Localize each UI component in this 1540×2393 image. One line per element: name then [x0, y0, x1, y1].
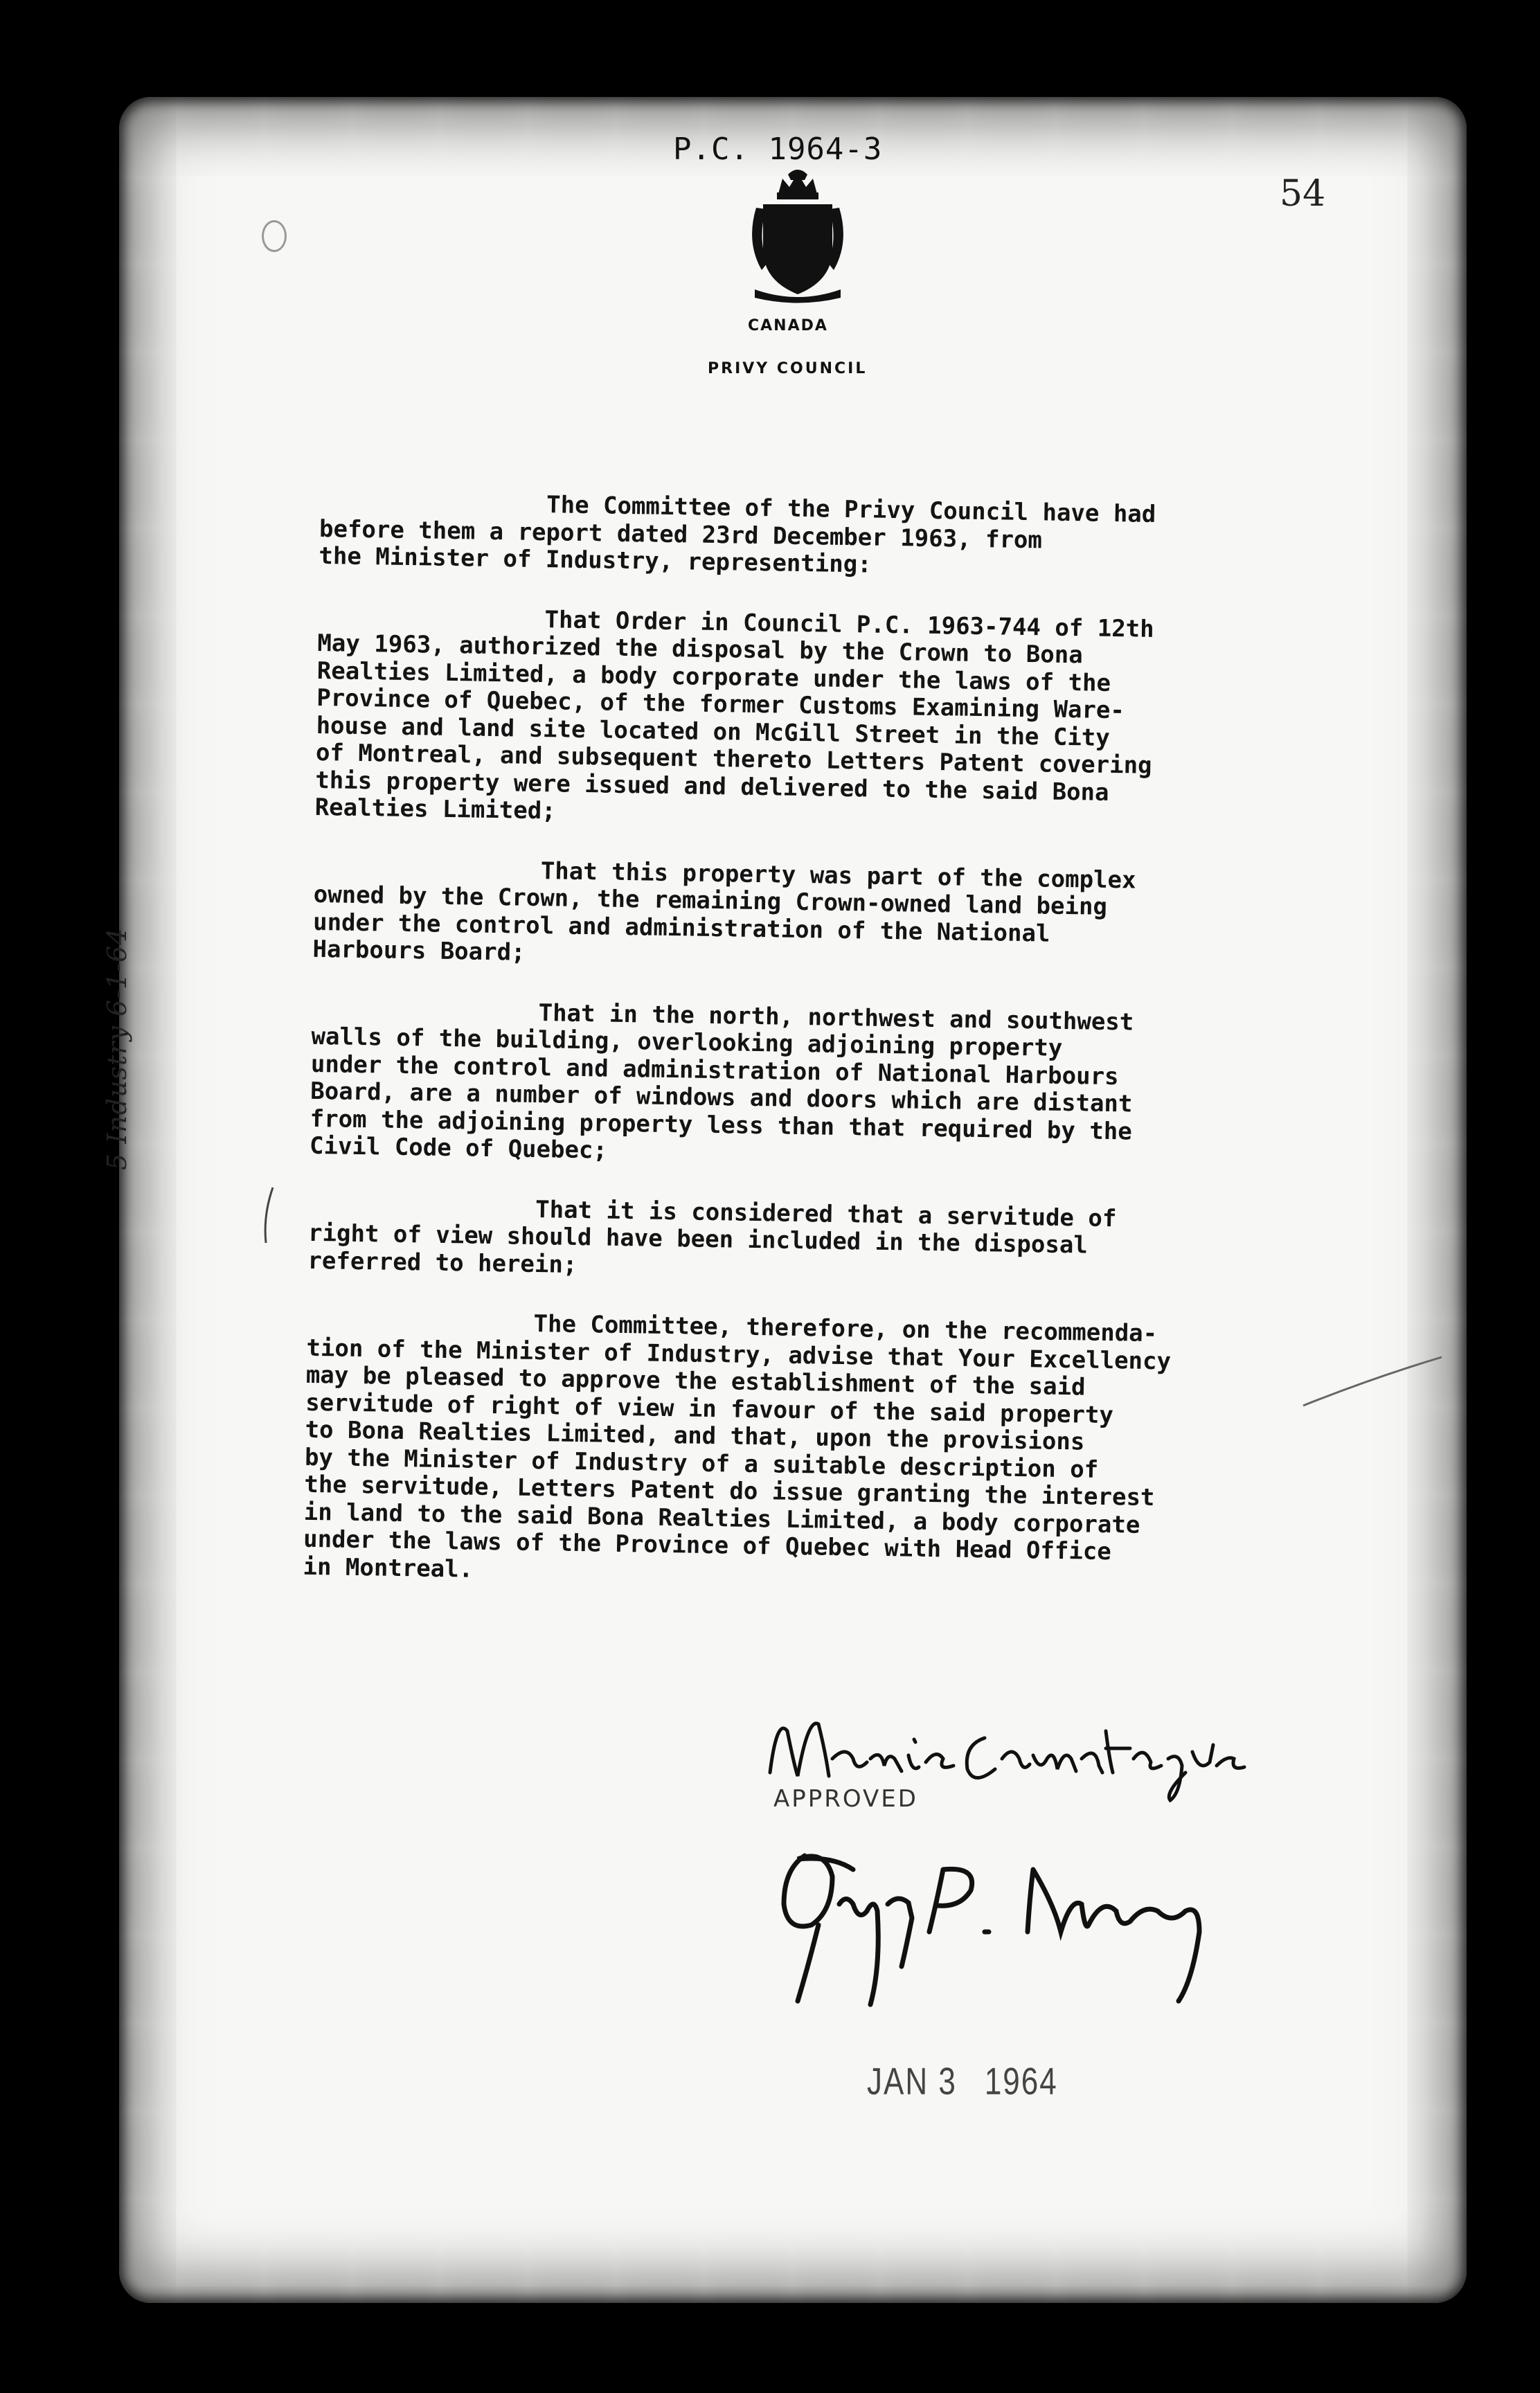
paragraph-complex: That this property was part of the complex owned by the Crown, the remaining Crown-owned land being under the control and administration of the National Harbours Board;	[312, 853, 1136, 967]
document-page	[102, 97, 1467, 2303]
order-body	[302, 488, 1399, 1630]
paragraph-order-history: That Order in Council P.C. 1963-744 of 12th May 1963, authorized the disposal by the Crown to Bona Realties Limited, a body corporate under the laws of the Province of Quebec, of the former Customs Examining Ware- house and land site located on McGill Street in the City of Montreal, and subsequent thereto Letters Patent covering this property were issued and delivered to the said Bona Realties Limited;	[314, 602, 1154, 825]
punch-hole-mark	[262, 220, 287, 252]
country-label: CANADA	[748, 317, 828, 334]
governor-general-signature	[756, 1828, 1255, 2015]
page-number: 54	[1280, 173, 1326, 215]
paragraph-recommendation: The Committee, therefore, on the recommenda- tion of the Minister of Industry, advise that Your Excellency may be pleased to approve the establishment of the said servitude of right of view in favour of the said property to Bona Realties Limited, and that, upon the provisions by the Minister of Industry of a suitable description of the servitude, Letters Patent do issue granting the interest in land to the said Bona Realties Limited, a body corporate under the laws of the Province of Quebec with Head Office in Montreal.	[303, 1306, 1172, 1584]
stray-pen-stroke	[258, 1184, 278, 1246]
paragraph-preamble: The Committee of the Privy Council have had before them a report dated 23rd December 1963, from the Minister of Industry, representing:	[319, 487, 1156, 579]
date-stamp-year: 1964	[984, 2060, 1058, 2103]
stray-pen-stroke	[1296, 1350, 1449, 1413]
privy-council-label: PRIVY COUNCIL	[708, 360, 868, 377]
paragraph-servitude: That it is considered that a servitude of right of view should have been included in the disposal referred to herein;	[307, 1192, 1117, 1279]
order-number: P.C. 1964-3	[673, 132, 883, 167]
approved-label: APPROVED	[773, 1785, 918, 1813]
date-stamp	[867, 2061, 1058, 2104]
handwritten-margin-note: 5 Industry 6-1-64	[102, 927, 132, 1170]
date-stamp-month-day: JAN 3	[867, 2060, 957, 2103]
coat-of-arms-icon	[742, 166, 853, 305]
paragraph-windows: That in the north, northwest and southwest walls of the building, overlooking adjoining property under the control and administration of National Harbours Board, are a number of windows and doors which are distant from the adjoining property less than that required by the Civil Code of Quebec;	[309, 995, 1134, 1165]
